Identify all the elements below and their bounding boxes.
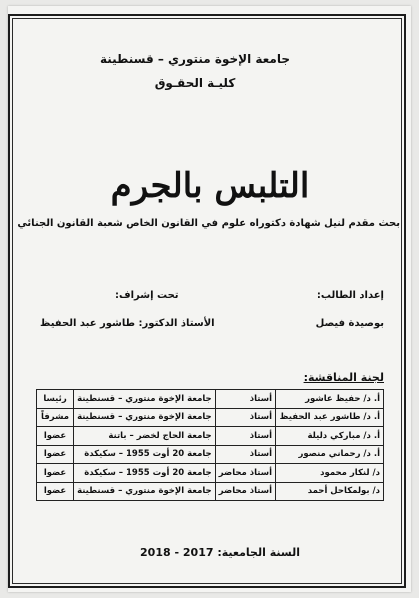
student-label: إعداد الطالب:	[316, 290, 384, 301]
member-rank: أستاذ محاضر	[215, 482, 275, 501]
committee-heading: لجنة المناقشة:	[303, 371, 384, 384]
member-name: أ. د/ مباركي دليلة	[276, 427, 384, 446]
thesis-subtitle: بحث مقدم لنيل شهادة دكتوراه علوم في القانون الخاص شعبة القانون الجنائي	[17, 218, 400, 229]
committee-row	[37, 427, 384, 446]
committee-row	[37, 445, 384, 464]
member-rank: أستاذ محاضر	[215, 464, 275, 483]
member-role: عضوا	[37, 445, 74, 464]
member-role: عضوا	[37, 482, 74, 501]
member-institution: جامعة 20 أوت 1955 – سكيكدة	[74, 464, 216, 483]
student-name: بوصيدة فيصل	[315, 318, 384, 329]
member-institution: جامعة 20 أوت 1955 – سكيكدة	[74, 445, 216, 464]
committee-row	[37, 464, 384, 483]
committee-table	[36, 389, 384, 501]
member-role: رئيسا	[37, 390, 74, 409]
member-name: د/ بولمكاحل أحمد	[276, 482, 384, 501]
member-name: أ. د/ رحماني منصور	[276, 445, 384, 464]
member-name: أ. د/ طاشور عبد الحفيظ	[276, 408, 384, 427]
thesis-title: التلبس بالجرم	[110, 166, 310, 206]
committee-row	[37, 390, 384, 409]
member-rank: أستاذ	[215, 427, 275, 446]
supervisor-name: الأستاذ الدكتور: طاشور عبد الحفيظ	[40, 318, 215, 329]
member-rank: أستاذ	[215, 408, 275, 427]
supervisor-label: تحت إشراف:	[115, 290, 179, 301]
member-name: د/ لنكار محمود	[276, 464, 384, 483]
member-role: عضوا	[37, 427, 74, 446]
member-role: مشرفاً	[37, 408, 74, 427]
academic-year: السنة الجامعية: 2017 - 2018	[140, 546, 300, 559]
member-institution: جامعة الإخوة منتوري – قسنطينة	[74, 482, 216, 501]
member-institution: جامعة الإخوة منتوري – قسنطينة	[74, 390, 216, 409]
committee-row	[37, 482, 384, 501]
member-name: أ. د/ حفيظ عاشور	[276, 390, 384, 409]
member-rank: أستاذ	[215, 445, 275, 464]
university-name: جامعة الإخوة منتوري – قسنطينة	[99, 52, 291, 66]
member-institution: جامعة الإخوة منتوري – قسنطينة	[74, 408, 216, 427]
member-rank: أستاذ	[215, 390, 275, 409]
committee-row	[37, 408, 384, 427]
member-institution: جامعة الحاج لخضر – باتنة	[74, 427, 216, 446]
member-role: عضوا	[37, 464, 74, 483]
faculty-name: كليـة الحقـوق	[154, 76, 236, 90]
